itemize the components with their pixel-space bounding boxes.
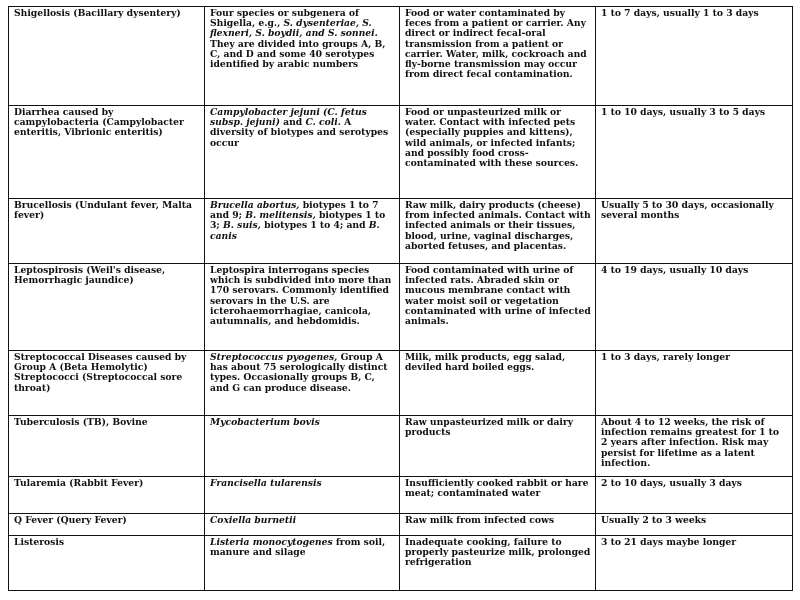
disease-cell: Shigellosis (Bacillary dysentery) xyxy=(9,7,205,106)
disease-cell: Diarrhea caused by campylobacteria (Campylobacter enteritis, Vibrionic enteritis) xyxy=(9,106,205,199)
disease-cell: Brucellosis (Undulant fever, Malta fever) xyxy=(9,199,205,264)
agent-cell: Campylobacter jejuni (C. fetus subsp. jejuni) and C. coli. A diversity of biotypes and serotypes occur xyxy=(205,106,400,199)
disease-cell: Q Fever (Query Fever) xyxy=(9,514,205,536)
table-row xyxy=(9,536,793,591)
agent-cell: Mycobacterium bovis xyxy=(205,416,400,477)
agent-cell: Listeria monocytogenes from soil, manure and silage xyxy=(205,536,400,591)
disease-cell: Tularemia (Rabbit Fever) xyxy=(9,477,205,514)
transmission-cell: Food contaminated with urine of infected rats. Abraded skin or mucous membrane contact with water moist soil or vegetation contaminated with urine of infected animals. xyxy=(400,264,596,351)
transmission-cell: Raw milk, dairy products (cheese) from infected animals. Contact with infected animals or their tissues, blood, urine, vaginal discharges, aborted fetuses, and placentas. xyxy=(400,199,596,264)
disease-cell: Streptococcal Diseases caused by Group A (Beta Hemolytic) Streptococci (Streptococcal sore throat) xyxy=(9,351,205,416)
transmission-cell: Food or unpasteurized milk or water. Contact with infected pets (especially puppies and kittens), wild animals, or infected infants; and possibly food cross-contaminated with these sources. xyxy=(400,106,596,199)
transmission-cell: Insufficiently cooked rabbit or hare meat; contaminated water xyxy=(400,477,596,514)
table-row xyxy=(9,416,793,477)
table-row xyxy=(9,477,793,514)
table-row xyxy=(9,514,793,536)
table-row xyxy=(9,351,793,416)
incubation-cell: 3 to 21 days maybe longer xyxy=(596,536,793,591)
disease-cell: Listerosis xyxy=(9,536,205,591)
incubation-cell: Usually 2 to 3 weeks xyxy=(596,514,793,536)
agent-cell: Coxiella burnetii xyxy=(205,514,400,536)
disease-cell: Leptospirosis (Weil's disease, Hemorrhagic jaundice) xyxy=(9,264,205,351)
incubation-cell: Usually 5 to 30 days, occasionally several months xyxy=(596,199,793,264)
table-row xyxy=(9,199,793,264)
incubation-cell: About 4 to 12 weeks, the risk of infection remains greatest for 1 to 2 years after infection. Risk may persist for lifetime as a latent infection. xyxy=(596,416,793,477)
agent-cell: Brucella abortus, biotypes 1 to 7 and 9; B. melitensis, biotypes 1 to 3; B. suis, biotypes 1 to 4; and B. canis xyxy=(205,199,400,264)
transmission-cell: Milk, milk products, egg salad, deviled hard boiled eggs. xyxy=(400,351,596,416)
agent-cell: Leptospira interrogans species which is subdivided into more than 170 serovars. Commonly identified serovars in the U.S. are icterohaemorrhagiae, canicola, autumnalis, and hebdomidis. xyxy=(205,264,400,351)
disease-table xyxy=(8,6,793,591)
incubation-cell: 2 to 10 days, usually 3 days xyxy=(596,477,793,514)
table-body xyxy=(9,7,793,591)
disease-cell: Tuberculosis (TB), Bovine xyxy=(9,416,205,477)
incubation-cell: 1 to 10 days, usually 3 to 5 days xyxy=(596,106,793,199)
table-row xyxy=(9,7,793,106)
table-row xyxy=(9,106,793,199)
incubation-cell: 4 to 19 days, usually 10 days xyxy=(596,264,793,351)
agent-cell: Four species or subgenera of Shigella, e.g., S. dysenteriae, S. flexneri, S. boydii, and S. sonnei. They are divided into groups A, B, C, and D and some 40 serotypes identified by arabic numbers xyxy=(205,7,400,106)
transmission-cell: Raw milk from infected cows xyxy=(400,514,596,536)
table-row xyxy=(9,264,793,351)
incubation-cell: 1 to 7 days, usually 1 to 3 days xyxy=(596,7,793,106)
transmission-cell: Food or water contaminated by feces from a patient or carrier. Any direct or indirect fecal-oral transmission from a patient or carrier. Water, milk, cockroach and fly-borne transmission may occur from direct fecal contamination. xyxy=(400,7,596,106)
incubation-cell: 1 to 3 days, rarely longer xyxy=(596,351,793,416)
transmission-cell: Inadequate cooking, failure to properly pasteurize milk, prolonged refrigeration xyxy=(400,536,596,591)
agent-cell: Streptococcus pyogenes, Group A has about 75 serologically distinct types. Occasionally groups B, C, and G can produce disease. xyxy=(205,351,400,416)
agent-cell: Francisella tularensis xyxy=(205,477,400,514)
transmission-cell: Raw unpasteurized milk or dairy products xyxy=(400,416,596,477)
